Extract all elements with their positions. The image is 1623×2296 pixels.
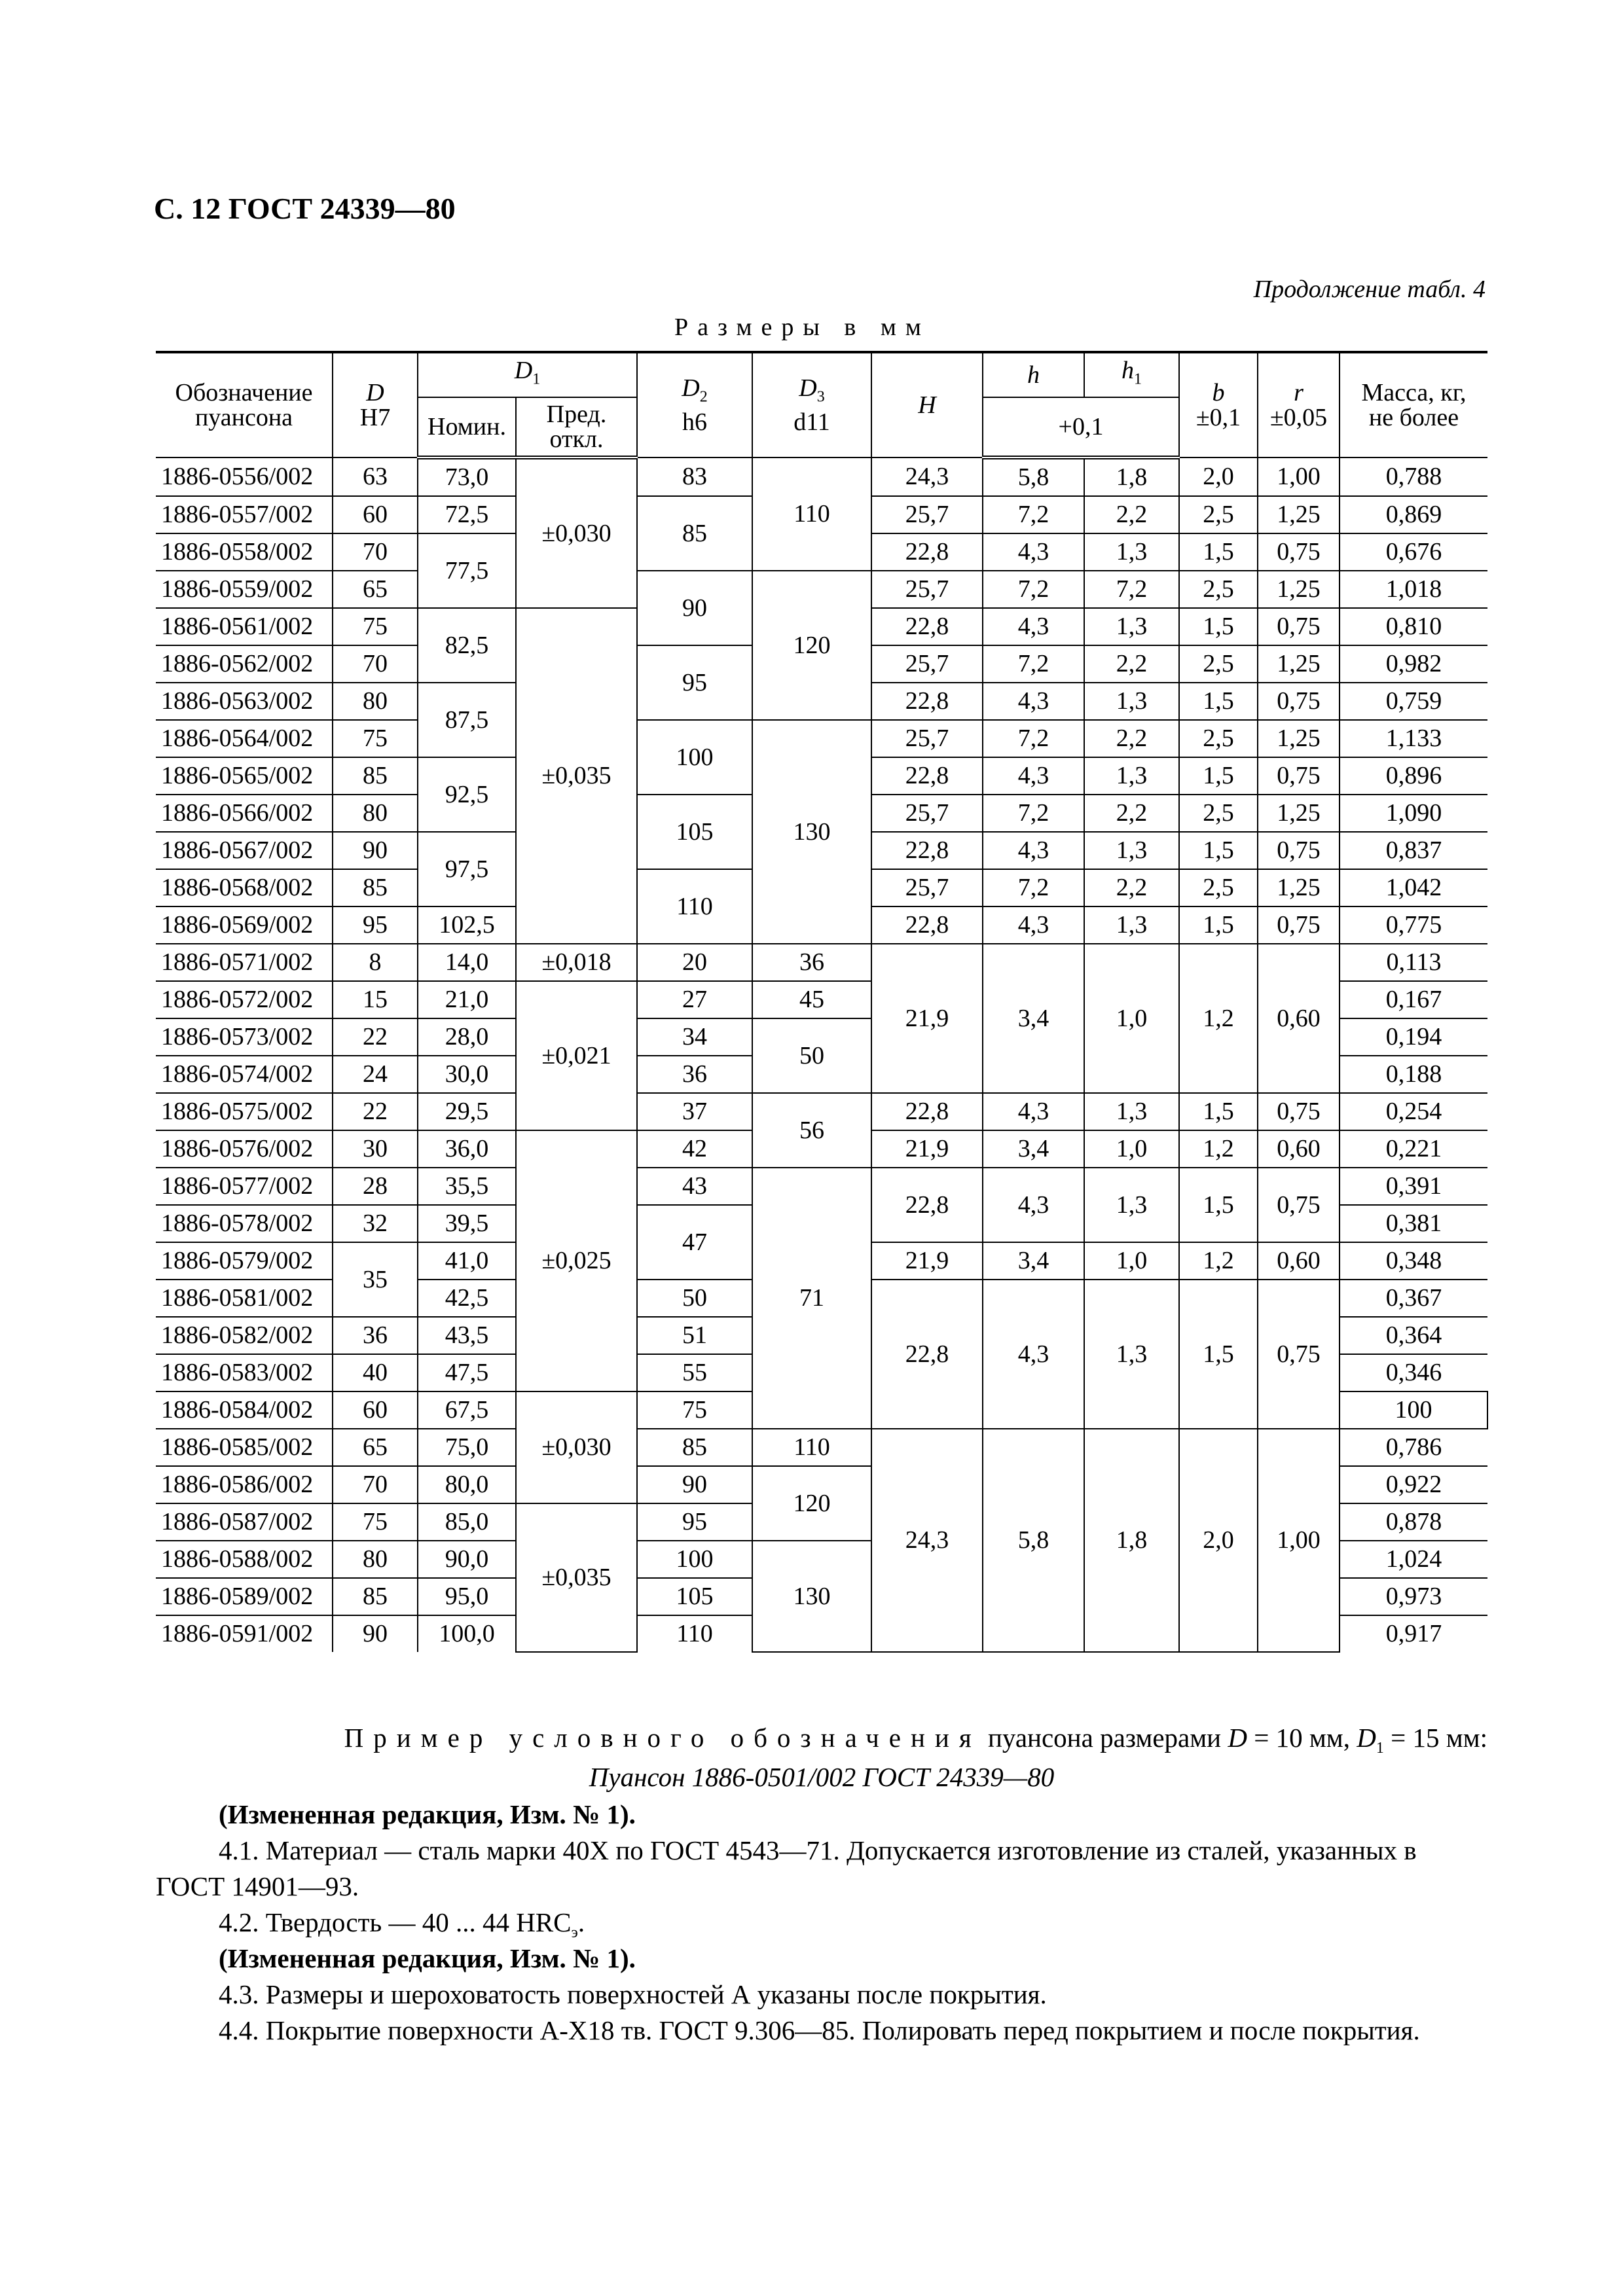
cell-b: 2,5 xyxy=(1179,720,1258,757)
cell-b: 2,5 xyxy=(1179,496,1258,533)
cell-h: 22,8 xyxy=(871,906,983,944)
cell-b: 1,5 xyxy=(1179,1093,1258,1130)
cell-b: 1,5 xyxy=(1179,757,1258,795)
cell-d: 22 xyxy=(333,1018,418,1056)
cell-h: 4,3 xyxy=(983,1093,1084,1130)
cell-r: 1,25 xyxy=(1258,720,1340,757)
cell-d: 24 xyxy=(333,1056,418,1093)
cell-mass: 0,896 xyxy=(1340,757,1487,795)
cell-h: 3,4 xyxy=(983,944,1084,1093)
cell-h1: 1,3 xyxy=(1084,832,1179,869)
cell-h: 22,8 xyxy=(871,757,983,795)
cell-designation: 1886-0591/002 xyxy=(156,1615,333,1652)
cell-mass: 0,367 xyxy=(1340,1280,1487,1317)
cell-h1: 1,3 xyxy=(1084,1093,1179,1130)
cell-mass: 0,982 xyxy=(1340,645,1487,683)
cell-h: 4,3 xyxy=(983,683,1084,720)
cell-b: 1,5 xyxy=(1179,1168,1258,1242)
cell-h1: 2,2 xyxy=(1084,795,1179,832)
cell-mass: 0,194 xyxy=(1340,1018,1487,1056)
cell-d2: 34 xyxy=(637,1018,752,1056)
example-designation: Пуансон 1886-0501/002 ГОСТ 24339—80 xyxy=(589,1762,1055,1792)
cell-b: 2,5 xyxy=(1179,645,1258,683)
cell-d2: 100 xyxy=(637,1541,752,1578)
cell-d3: 71 xyxy=(752,1168,871,1429)
cell-mass: 0,878 xyxy=(1340,1503,1487,1541)
cell-d1-nom: 29,5 xyxy=(418,1093,516,1130)
cell-mass: 0,221 xyxy=(1340,1130,1487,1168)
cell-designation: 1886-0568/002 xyxy=(156,869,333,906)
header-D2: $D_2$ h6 xyxy=(637,352,752,457)
cell-d3: 120 xyxy=(752,1466,871,1541)
cell-designation: 1886-0572/002 xyxy=(156,981,333,1018)
cell-h: 22,8 xyxy=(871,533,983,571)
cell-r: 0,75 xyxy=(1258,1168,1340,1242)
header-mass: Масса, кг, не более xyxy=(1340,352,1487,457)
table-row xyxy=(156,1168,1487,1205)
cell-h: 5,8 xyxy=(983,457,1084,496)
cell-d3: 45 xyxy=(752,981,871,1018)
cell-designation: 1886-0586/002 xyxy=(156,1466,333,1503)
cell-designation: 1886-0562/002 xyxy=(156,645,333,683)
cell-d: 75 xyxy=(333,608,418,645)
example-line: Пример условного обозначения пуансона размерами D = 10 мм, $D_1 = 15$ мм: xyxy=(344,1723,1487,1757)
cell-h: 22,8 xyxy=(871,608,983,645)
header-D1: $D_1$ xyxy=(418,352,637,397)
cell-d: 28 xyxy=(333,1168,418,1205)
cell-r: 0,75 xyxy=(1258,1280,1340,1429)
cell-h: 22,8 xyxy=(871,832,983,869)
paragraph-4-3: 4.3. Размеры и шероховатость поверхностей А указаны после покрытия. xyxy=(219,1979,1047,2009)
cell-h1: 1,0 xyxy=(1084,944,1179,1093)
cell-mass: 1,018 xyxy=(1340,571,1487,608)
cell-mass: 0,364 xyxy=(1340,1317,1487,1354)
cell-r: 1,25 xyxy=(1258,496,1340,533)
cell-d: 8 xyxy=(333,944,418,981)
cell-d3: 36 xyxy=(752,944,871,981)
cell-designation: 1886-0557/002 xyxy=(156,496,333,533)
cell-d: 60 xyxy=(333,496,418,533)
header-D1-nominal: Номин. xyxy=(418,397,516,457)
header-h: h xyxy=(983,352,1084,397)
cell-h: 21,9 xyxy=(871,944,983,1093)
cell-r: 1,25 xyxy=(1258,571,1340,608)
cell-d: 85 xyxy=(333,869,418,906)
header-D3: $D_3$ d11 xyxy=(752,352,871,457)
cell-d: 85 xyxy=(333,757,418,795)
cell-d: 63 xyxy=(333,457,418,496)
cell-h1: 1,0 xyxy=(1084,1130,1179,1168)
cell-b: 1,2 xyxy=(1179,944,1258,1093)
cell-designation: 1886-0569/002 xyxy=(156,906,333,944)
cell-d: 70 xyxy=(333,533,418,571)
cell-d2: 51 xyxy=(637,1317,752,1354)
cell-d2: 110 xyxy=(637,869,752,944)
edit-note-2: (Измененная редакция, Изм. № 1). xyxy=(219,1943,636,1973)
cell-d: 22 xyxy=(333,1093,418,1130)
cell-b: 1,5 xyxy=(1179,683,1258,720)
cell-b: 2,5 xyxy=(1179,869,1258,906)
cell-d2: 85 xyxy=(637,496,752,571)
cell-r: 1,25 xyxy=(1258,795,1340,832)
cell-d2: 110 xyxy=(637,1615,752,1652)
cell-h: 25,7 xyxy=(871,795,983,832)
cell-h: 4,3 xyxy=(983,906,1084,944)
cell-d2: 47 xyxy=(637,1205,752,1280)
cell-r: 1,00 xyxy=(1258,457,1340,496)
cell-d2: 90 xyxy=(637,1466,752,1503)
cell-designation: 1886-0556/002 xyxy=(156,457,333,496)
header-H: H xyxy=(871,352,983,457)
paragraph-4-4: 4.4. Покрытие поверхности А-Х18 тв. ГОСТ 9.306—85. Полировать перед покрытием и после покрытия. xyxy=(219,2015,1420,2045)
cell-designation: 1886-0575/002 xyxy=(156,1093,333,1130)
cell-b: 2,5 xyxy=(1179,795,1258,832)
cell-h1: 1,3 xyxy=(1084,1280,1179,1429)
cell-designation: 1886-0574/002 xyxy=(156,1056,333,1093)
cell-d1-nom: 73,0 xyxy=(418,457,516,496)
cell-mass: 1,090 xyxy=(1340,795,1487,832)
cell-designation: 1886-0584/002 xyxy=(156,1391,333,1429)
table-row xyxy=(156,1093,1487,1130)
cell-h: 4,3 xyxy=(983,608,1084,645)
cell-mass: 0,973 xyxy=(1340,1578,1487,1615)
cell-mass: 0,788 xyxy=(1340,457,1487,496)
cell-mass: 0,917 xyxy=(1340,1615,1487,1652)
cell-r: 0,75 xyxy=(1258,1093,1340,1130)
cell-designation: 1886-0589/002 xyxy=(156,1578,333,1615)
paragraph-4-2: 4.2. Твердость — 40 ... 44 $HRC_э$. xyxy=(219,1907,585,1942)
cell-d1-dev: ±0,025 xyxy=(516,1130,637,1391)
cell-d: 65 xyxy=(333,1429,418,1466)
cell-d1-nom: 39,5 xyxy=(418,1205,516,1242)
cell-h: 24,3 xyxy=(871,1429,983,1652)
cell-designation: 1886-0559/002 xyxy=(156,571,333,608)
cell-h: 25,7 xyxy=(871,571,983,608)
table-row xyxy=(156,457,1487,496)
cell-h: 7,2 xyxy=(983,720,1084,757)
cell-h: 7,2 xyxy=(983,571,1084,608)
cell-d: 85 xyxy=(333,1578,418,1615)
cell-designation: 1886-0579/002 xyxy=(156,1242,333,1280)
table-row xyxy=(156,720,1487,757)
header-designation: Обозначение пуансона xyxy=(156,352,333,457)
cell-d: 80 xyxy=(333,683,418,720)
cell-designation: 1886-0585/002 xyxy=(156,1429,333,1466)
cell-d1-dev: ±0,035 xyxy=(516,1503,637,1652)
table-row xyxy=(156,1429,1487,1466)
cell-h: 4,3 xyxy=(983,757,1084,795)
cell-d1-nom: 95,0 xyxy=(418,1578,516,1615)
paragraph-4-1: 4.1. Материал — сталь марки 40Х по ГОСТ 4543—71. Допускается изготовление из сталей, указанных в ГОСТ 14901—93. xyxy=(156,1835,1417,1901)
cell-r: 0,75 xyxy=(1258,533,1340,571)
cell-d: 75 xyxy=(333,720,418,757)
cell-d: 15 xyxy=(333,981,418,1018)
cell-d1-dev: ±0,035 xyxy=(516,608,637,944)
cell-d2: 95 xyxy=(637,645,752,720)
cell-designation: 1886-0578/002 xyxy=(156,1205,333,1242)
cell-mass: 0,810 xyxy=(1340,608,1487,645)
cell-mass: 1,024 xyxy=(1340,1541,1487,1578)
cell-h: 7,2 xyxy=(983,869,1084,906)
cell-h1: 1,0 xyxy=(1084,1242,1179,1280)
cell-h: 25,7 xyxy=(871,869,983,906)
cell-d1-nom: 92,5 xyxy=(418,757,516,832)
cell-d2: 20 xyxy=(637,944,752,981)
cell-b: 1,5 xyxy=(1179,1280,1258,1429)
cell-b: 1,5 xyxy=(1179,533,1258,571)
cell-d2: 42 xyxy=(637,1130,752,1168)
cell-designation: 1886-0577/002 xyxy=(156,1168,333,1205)
cell-d2: 85 xyxy=(637,1429,752,1466)
cell-h1: 2,2 xyxy=(1084,869,1179,906)
cell-d1-nom: 72,5 xyxy=(418,496,516,533)
cell-r: 0,75 xyxy=(1258,683,1340,720)
cell-designation: 1886-0587/002 xyxy=(156,1503,333,1541)
cell-mass: 0,348 xyxy=(1340,1242,1487,1280)
cell-mass: 0,775 xyxy=(1340,906,1487,944)
table-row xyxy=(156,571,1487,608)
cell-d1-dev: ±0,030 xyxy=(516,1391,637,1503)
cell-d2: 37 xyxy=(637,1093,752,1130)
table-row xyxy=(156,944,1487,981)
cell-r: 0,60 xyxy=(1258,1130,1340,1168)
cell-d: 60 xyxy=(333,1391,418,1429)
cell-d1-nom: 75,0 xyxy=(418,1429,516,1466)
page-header: С. 12 ГОСТ 24339—80 xyxy=(154,192,456,225)
cell-mass: 0,113 xyxy=(1340,944,1487,981)
cell-h: 3,4 xyxy=(983,1242,1084,1280)
cell-d: 75 xyxy=(333,1503,418,1541)
cell-mass: 0,254 xyxy=(1340,1093,1487,1130)
cell-d: 40 xyxy=(333,1354,418,1391)
header-b: b ±0,1 xyxy=(1179,352,1258,457)
cell-h: 5,8 xyxy=(983,1429,1084,1652)
cell-d1-nom: 85,0 xyxy=(418,1503,516,1541)
cell-mass: 0,786 xyxy=(1340,1429,1487,1466)
cell-h: 22,8 xyxy=(871,1168,983,1242)
cell-d1-nom: 43,5 xyxy=(418,1317,516,1354)
cell-d1-nom: 97,5 xyxy=(418,832,516,906)
cell-designation: 1886-0563/002 xyxy=(156,683,333,720)
cell-d1-nom: 36,0 xyxy=(418,1130,516,1168)
cell-mass: 0,676 xyxy=(1340,533,1487,571)
cell-d3: 110 xyxy=(752,457,871,571)
cell-d1-nom: 102,5 xyxy=(418,906,516,944)
cell-mass: 0,188 xyxy=(1340,1056,1487,1093)
cell-h1: 1,3 xyxy=(1084,757,1179,795)
cell-designation: 1886-0582/002 xyxy=(156,1317,333,1354)
cell-d: 32 xyxy=(333,1205,418,1242)
cell-d1-nom: 80,0 xyxy=(418,1466,516,1503)
cell-h: 21,9 xyxy=(871,1242,983,1280)
cell-b: 2,0 xyxy=(1179,457,1258,496)
cell-d1-dev: ±0,030 xyxy=(516,457,637,608)
cell-b: 2,5 xyxy=(1179,571,1258,608)
cell-d1-nom: 41,0 xyxy=(418,1242,516,1280)
cell-h: 4,3 xyxy=(983,1280,1084,1429)
cell-h1: 1,3 xyxy=(1084,1168,1179,1242)
cell-r: 0,60 xyxy=(1258,944,1340,1093)
cell-mass: 0,167 xyxy=(1340,981,1487,1018)
cell-d2: 55 xyxy=(637,1354,752,1391)
cell-d2: 83 xyxy=(637,457,752,496)
cell-r: 1,00 xyxy=(1258,1429,1340,1652)
cell-designation: 1886-0588/002 xyxy=(156,1541,333,1578)
cell-d1-nom: 42,5 xyxy=(418,1280,516,1317)
cell-d3: 100 xyxy=(1340,1391,1487,1429)
cell-r: 0,60 xyxy=(1258,1242,1340,1280)
cell-d1-nom: 77,5 xyxy=(418,533,516,608)
cell-d2: 36 xyxy=(637,1056,752,1093)
units-caption: Размеры в мм xyxy=(674,314,930,341)
cell-h: 7,2 xyxy=(983,645,1084,683)
cell-d1-nom: 100,0 xyxy=(418,1615,516,1652)
cell-d: 95 xyxy=(333,906,418,944)
cell-designation: 1886-0581/002 xyxy=(156,1280,333,1317)
cell-b: 1,5 xyxy=(1179,608,1258,645)
cell-designation: 1886-0561/002 xyxy=(156,608,333,645)
cell-mass: 0,346 xyxy=(1340,1354,1487,1391)
cell-d1-nom: 90,0 xyxy=(418,1541,516,1578)
cell-designation: 1886-0558/002 xyxy=(156,533,333,571)
cell-d1-nom: 21,0 xyxy=(418,981,516,1018)
cell-d2: 90 xyxy=(637,571,752,645)
cell-h1: 1,3 xyxy=(1084,533,1179,571)
cell-designation: 1886-0571/002 xyxy=(156,944,333,981)
cell-d3: 50 xyxy=(752,1018,871,1093)
punch-dimensions-table xyxy=(156,351,1487,1653)
cell-d3: 120 xyxy=(752,571,871,720)
cell-d2: 27 xyxy=(637,981,752,1018)
cell-d1-nom: 82,5 xyxy=(418,608,516,683)
cell-h1: 1,8 xyxy=(1084,1429,1179,1652)
cell-designation: 1886-0565/002 xyxy=(156,757,333,795)
cell-h: 7,2 xyxy=(983,795,1084,832)
cell-mass: 0,922 xyxy=(1340,1466,1487,1503)
cell-d2: 105 xyxy=(637,795,752,869)
cell-b: 2,0 xyxy=(1179,1429,1258,1652)
cell-designation: 1886-0573/002 xyxy=(156,1018,333,1056)
cell-designation: 1886-0583/002 xyxy=(156,1354,333,1391)
cell-b: 1,2 xyxy=(1179,1130,1258,1168)
cell-h: 22,8 xyxy=(871,1093,983,1130)
cell-h: 4,3 xyxy=(983,533,1084,571)
cell-d2: 75 xyxy=(637,1391,752,1429)
cell-d1-nom: 28,0 xyxy=(418,1018,516,1056)
cell-mass: 0,759 xyxy=(1340,683,1487,720)
cell-d: 35 xyxy=(333,1242,418,1317)
cell-h1: 2,2 xyxy=(1084,496,1179,533)
table-body xyxy=(156,457,1487,1652)
edit-note-1: (Измененная редакция, Изм. № 1). xyxy=(219,1799,636,1829)
cell-r: 0,75 xyxy=(1258,608,1340,645)
cell-d3: 56 xyxy=(752,1093,871,1168)
cell-h1: 1,3 xyxy=(1084,608,1179,645)
cell-d1-nom: 35,5 xyxy=(418,1168,516,1205)
cell-b: 1,2 xyxy=(1179,1242,1258,1280)
cell-h1: 7,2 xyxy=(1084,571,1179,608)
cell-h: 7,2 xyxy=(983,496,1084,533)
cell-h1: 2,2 xyxy=(1084,645,1179,683)
cell-h1: 2,2 xyxy=(1084,720,1179,757)
header-D: D H7 xyxy=(333,352,418,457)
cell-h: 24,3 xyxy=(871,457,983,496)
cell-d2: 50 xyxy=(637,1280,752,1317)
cell-d2: 43 xyxy=(637,1168,752,1205)
cell-mass: 0,869 xyxy=(1340,496,1487,533)
cell-designation: 1886-0576/002 xyxy=(156,1130,333,1168)
cell-h: 3,4 xyxy=(983,1130,1084,1168)
cell-h: 25,7 xyxy=(871,645,983,683)
cell-designation: 1886-0566/002 xyxy=(156,795,333,832)
cell-r: 0,75 xyxy=(1258,906,1340,944)
cell-mass: 0,381 xyxy=(1340,1205,1487,1242)
table-continuation-label: Продолжение табл. 4 xyxy=(1253,276,1486,303)
cell-d2: 100 xyxy=(637,720,752,795)
cell-mass: 1,042 xyxy=(1340,869,1487,906)
cell-d1-nom: 67,5 xyxy=(418,1391,516,1429)
cell-d3: 110 xyxy=(752,1429,871,1466)
cell-d1-nom: 14,0 xyxy=(418,944,516,981)
cell-d3: 130 xyxy=(752,720,871,944)
cell-h: 22,8 xyxy=(871,683,983,720)
cell-d: 80 xyxy=(333,795,418,832)
cell-d1-dev: ±0,021 xyxy=(516,981,637,1130)
cell-d1-dev: ±0,018 xyxy=(516,944,637,981)
cell-d1-nom: 87,5 xyxy=(418,683,516,757)
cell-b: 1,5 xyxy=(1179,906,1258,944)
cell-h: 4,3 xyxy=(983,1168,1084,1242)
cell-d: 90 xyxy=(333,832,418,869)
cell-d: 70 xyxy=(333,1466,418,1503)
cell-h: 25,7 xyxy=(871,720,983,757)
cell-d: 80 xyxy=(333,1541,418,1578)
cell-r: 0,75 xyxy=(1258,757,1340,795)
cell-d: 90 xyxy=(333,1615,418,1652)
cell-d: 70 xyxy=(333,645,418,683)
cell-h1: 1,3 xyxy=(1084,906,1179,944)
cell-h1: 1,8 xyxy=(1084,457,1179,496)
cell-h: 25,7 xyxy=(871,496,983,533)
cell-d1-nom: 30,0 xyxy=(418,1056,516,1093)
cell-r: 1,25 xyxy=(1258,645,1340,683)
cell-h: 21,9 xyxy=(871,1130,983,1168)
cell-r: 0,75 xyxy=(1258,832,1340,869)
cell-designation: 1886-0564/002 xyxy=(156,720,333,757)
cell-mass: 1,133 xyxy=(1340,720,1487,757)
cell-mass: 0,391 xyxy=(1340,1168,1487,1205)
cell-d: 30 xyxy=(333,1130,418,1168)
cell-d2: 105 xyxy=(637,1578,752,1615)
cell-h1: 1,3 xyxy=(1084,683,1179,720)
cell-r: 1,25 xyxy=(1258,869,1340,906)
header-h1: $h_1$ xyxy=(1084,352,1179,397)
cell-d1-nom: 47,5 xyxy=(418,1354,516,1391)
cell-designation: 1886-0567/002 xyxy=(156,832,333,869)
cell-h: 22,8 xyxy=(871,1280,983,1429)
header-D1-deviation: Пред. откл. xyxy=(516,397,637,457)
cell-mass: 0,837 xyxy=(1340,832,1487,869)
cell-d3: 130 xyxy=(752,1541,871,1652)
header-r: r ±0,05 xyxy=(1258,352,1340,457)
cell-d: 65 xyxy=(333,571,418,608)
header-h-tolerance: +0,1 xyxy=(983,397,1179,457)
cell-h: 4,3 xyxy=(983,832,1084,869)
cell-d2: 95 xyxy=(637,1503,752,1541)
cell-b: 1,5 xyxy=(1179,832,1258,869)
cell-d: 36 xyxy=(333,1317,418,1354)
